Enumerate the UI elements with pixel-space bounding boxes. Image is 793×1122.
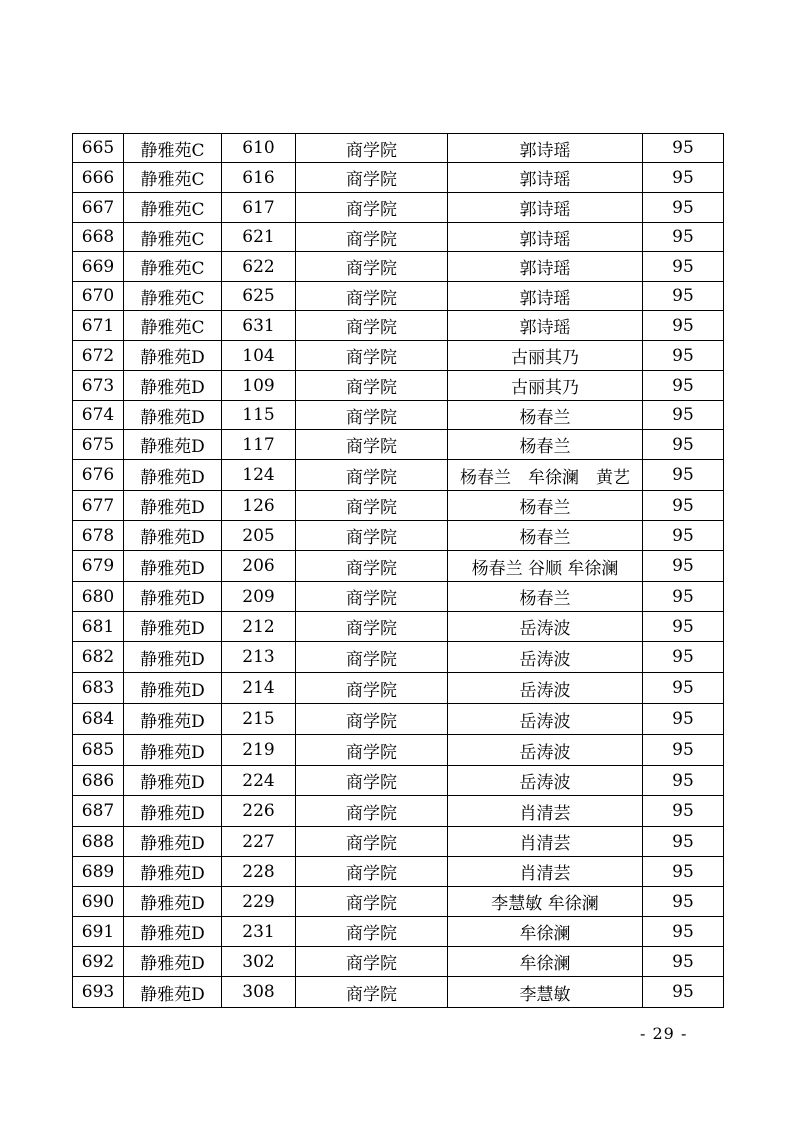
row-number-cell: 689 [73,857,124,887]
building-cell: 静雅苑D [124,827,222,857]
names-cell: 肖清芸 [448,857,643,887]
row-number-cell: 686 [73,766,124,796]
college-cell: 商学院 [296,551,448,582]
score-cell: 95 [643,430,724,460]
room-cell: 219 [222,735,296,766]
row-number-cell: 667 [73,193,124,223]
score-cell: 95 [643,460,724,491]
room-cell: 610 [222,134,296,163]
row-number-cell: 669 [73,252,124,282]
score-cell: 95 [643,857,724,887]
names-cell: 古丽其乃 [448,371,643,401]
building-cell: 静雅苑D [124,947,222,977]
table-row [73,193,724,223]
room-cell: 109 [222,371,296,401]
building-cell: 静雅苑D [124,521,222,551]
table-row [73,371,724,401]
names-cell: 肖清芸 [448,827,643,857]
score-cell: 95 [643,947,724,977]
table-row [73,766,724,796]
score-cell: 95 [643,582,724,612]
table-row [73,134,724,163]
building-cell: 静雅苑D [124,796,222,827]
names-cell: 杨春兰 [448,491,643,521]
college-cell: 商学院 [296,796,448,827]
room-cell: 213 [222,642,296,673]
room-cell: 224 [222,766,296,796]
building-cell: 静雅苑D [124,582,222,612]
room-cell: 617 [222,193,296,223]
college-cell: 商学院 [296,857,448,887]
building-cell: 静雅苑D [124,673,222,704]
score-cell: 95 [643,917,724,947]
table-row [73,401,724,430]
building-cell: 静雅苑D [124,401,222,430]
building-cell: 静雅苑D [124,977,222,1008]
names-cell: 杨春兰 [448,430,643,460]
names-cell: 杨春兰 牟徐澜 黄艺 [448,460,643,491]
table-row [73,857,724,887]
room-cell: 209 [222,582,296,612]
building-cell: 静雅苑D [124,491,222,521]
room-cell: 625 [222,282,296,311]
table-row [73,430,724,460]
room-cell: 622 [222,252,296,282]
college-cell: 商学院 [296,887,448,917]
table-row [73,887,724,917]
room-cell: 226 [222,796,296,827]
names-cell: 郭诗瑶 [448,252,643,282]
room-cell: 205 [222,521,296,551]
score-cell: 95 [643,642,724,673]
room-cell: 229 [222,887,296,917]
college-cell: 商学院 [296,282,448,311]
room-cell: 616 [222,163,296,193]
table-row [73,704,724,735]
score-cell: 95 [643,704,724,735]
building-cell: 静雅苑C [124,134,222,163]
building-cell: 静雅苑C [124,163,222,193]
table-row [73,673,724,704]
row-number-cell: 677 [73,491,124,521]
building-cell: 静雅苑D [124,704,222,735]
score-table-container [72,133,724,1008]
row-number-cell: 692 [73,947,124,977]
score-cell: 95 [643,766,724,796]
table-row [73,223,724,252]
names-cell: 古丽其乃 [448,341,643,371]
names-cell: 李慧敏 [448,977,643,1008]
room-cell: 206 [222,551,296,582]
table-row [73,341,724,371]
names-cell: 郭诗瑶 [448,163,643,193]
score-cell: 95 [643,977,724,1008]
building-cell: 静雅苑D [124,735,222,766]
college-cell: 商学院 [296,917,448,947]
table-row [73,460,724,491]
names-cell: 岳涛波 [448,766,643,796]
row-number-cell: 671 [73,311,124,341]
score-cell: 95 [643,887,724,917]
names-cell: 杨春兰 [448,582,643,612]
names-cell: 郭诗瑶 [448,282,643,311]
names-cell: 杨春兰 谷顺 牟徐澜 [448,551,643,582]
names-cell: 李慧敏 牟徐澜 [448,887,643,917]
row-number-cell: 673 [73,371,124,401]
building-cell: 静雅苑C [124,193,222,223]
names-cell: 杨春兰 [448,521,643,551]
college-cell: 商学院 [296,642,448,673]
room-cell: 231 [222,917,296,947]
college-cell: 商学院 [296,521,448,551]
score-cell: 95 [643,163,724,193]
score-cell: 95 [643,401,724,430]
dormitory-score-table [72,133,724,1008]
score-cell: 95 [643,134,724,163]
building-cell: 静雅苑D [124,371,222,401]
college-cell: 商学院 [296,252,448,282]
table-row [73,977,724,1008]
row-number-cell: 685 [73,735,124,766]
names-cell: 肖清芸 [448,796,643,827]
table-row [73,252,724,282]
room-cell: 228 [222,857,296,887]
names-cell: 牟徐澜 [448,917,643,947]
score-cell: 95 [643,311,724,341]
row-number-cell: 674 [73,401,124,430]
table-row [73,642,724,673]
score-cell: 95 [643,796,724,827]
college-cell: 商学院 [296,491,448,521]
building-cell: 静雅苑D [124,857,222,887]
building-cell: 静雅苑C [124,223,222,252]
room-cell: 621 [222,223,296,252]
score-cell: 95 [643,193,724,223]
building-cell: 静雅苑D [124,766,222,796]
row-number-cell: 683 [73,673,124,704]
building-cell: 静雅苑C [124,252,222,282]
score-cell: 95 [643,491,724,521]
score-cell: 95 [643,223,724,252]
score-cell: 95 [643,521,724,551]
room-cell: 115 [222,401,296,430]
room-cell: 214 [222,673,296,704]
table-row [73,582,724,612]
table-row [73,947,724,977]
building-cell: 静雅苑D [124,430,222,460]
building-cell: 静雅苑D [124,612,222,642]
college-cell: 商学院 [296,766,448,796]
row-number-cell: 682 [73,642,124,673]
names-cell: 岳涛波 [448,642,643,673]
building-cell: 静雅苑D [124,887,222,917]
row-number-cell: 668 [73,223,124,252]
college-cell: 商学院 [296,193,448,223]
table-row [73,827,724,857]
building-cell: 静雅苑D [124,341,222,371]
room-cell: 124 [222,460,296,491]
room-cell: 215 [222,704,296,735]
building-cell: 静雅苑D [124,551,222,582]
names-cell: 郭诗瑶 [448,134,643,163]
row-number-cell: 690 [73,887,124,917]
row-number-cell: 684 [73,704,124,735]
college-cell: 商学院 [296,134,448,163]
college-cell: 商学院 [296,460,448,491]
names-cell: 岳涛波 [448,612,643,642]
score-cell: 95 [643,282,724,311]
names-cell: 岳涛波 [448,673,643,704]
room-cell: 227 [222,827,296,857]
names-cell: 郭诗瑶 [448,311,643,341]
room-cell: 212 [222,612,296,642]
table-row [73,735,724,766]
table-row [73,163,724,193]
names-cell: 杨春兰 [448,401,643,430]
college-cell: 商学院 [296,704,448,735]
names-cell: 郭诗瑶 [448,193,643,223]
row-number-cell: 670 [73,282,124,311]
college-cell: 商学院 [296,163,448,193]
building-cell: 静雅苑D [124,917,222,947]
row-number-cell: 675 [73,430,124,460]
college-cell: 商学院 [296,223,448,252]
table-row [73,311,724,341]
table-row [73,521,724,551]
names-cell: 郭诗瑶 [448,223,643,252]
names-cell: 牟徐澜 [448,947,643,977]
college-cell: 商学院 [296,947,448,977]
building-cell: 静雅苑D [124,642,222,673]
row-number-cell: 672 [73,341,124,371]
score-cell: 95 [643,551,724,582]
row-number-cell: 676 [73,460,124,491]
score-cell: 95 [643,341,724,371]
college-cell: 商学院 [296,673,448,704]
college-cell: 商学院 [296,401,448,430]
row-number-cell: 680 [73,582,124,612]
building-cell: 静雅苑C [124,282,222,311]
row-number-cell: 688 [73,827,124,857]
college-cell: 商学院 [296,371,448,401]
row-number-cell: 691 [73,917,124,947]
row-number-cell: 693 [73,977,124,1008]
building-cell: 静雅苑C [124,311,222,341]
room-cell: 104 [222,341,296,371]
college-cell: 商学院 [296,735,448,766]
row-number-cell: 665 [73,134,124,163]
table-row [73,491,724,521]
row-number-cell: 681 [73,612,124,642]
table-row [73,551,724,582]
names-cell: 岳涛波 [448,704,643,735]
table-row [73,796,724,827]
college-cell: 商学院 [296,311,448,341]
room-cell: 117 [222,430,296,460]
table-row [73,282,724,311]
score-cell: 95 [643,673,724,704]
college-cell: 商学院 [296,582,448,612]
college-cell: 商学院 [296,341,448,371]
room-cell: 631 [222,311,296,341]
room-cell: 308 [222,977,296,1008]
row-number-cell: 666 [73,163,124,193]
table-row [73,612,724,642]
building-cell: 静雅苑D [124,460,222,491]
college-cell: 商学院 [296,430,448,460]
room-cell: 126 [222,491,296,521]
college-cell: 商学院 [296,977,448,1008]
college-cell: 商学院 [296,612,448,642]
score-cell: 95 [643,252,724,282]
page-number: - 29 - [640,1024,688,1043]
college-cell: 商学院 [296,827,448,857]
row-number-cell: 687 [73,796,124,827]
score-cell: 95 [643,612,724,642]
row-number-cell: 678 [73,521,124,551]
table-body [73,134,724,1008]
score-cell: 95 [643,371,724,401]
score-cell: 95 [643,827,724,857]
row-number-cell: 679 [73,551,124,582]
score-cell: 95 [643,735,724,766]
table-row [73,917,724,947]
names-cell: 岳涛波 [448,735,643,766]
room-cell: 302 [222,947,296,977]
